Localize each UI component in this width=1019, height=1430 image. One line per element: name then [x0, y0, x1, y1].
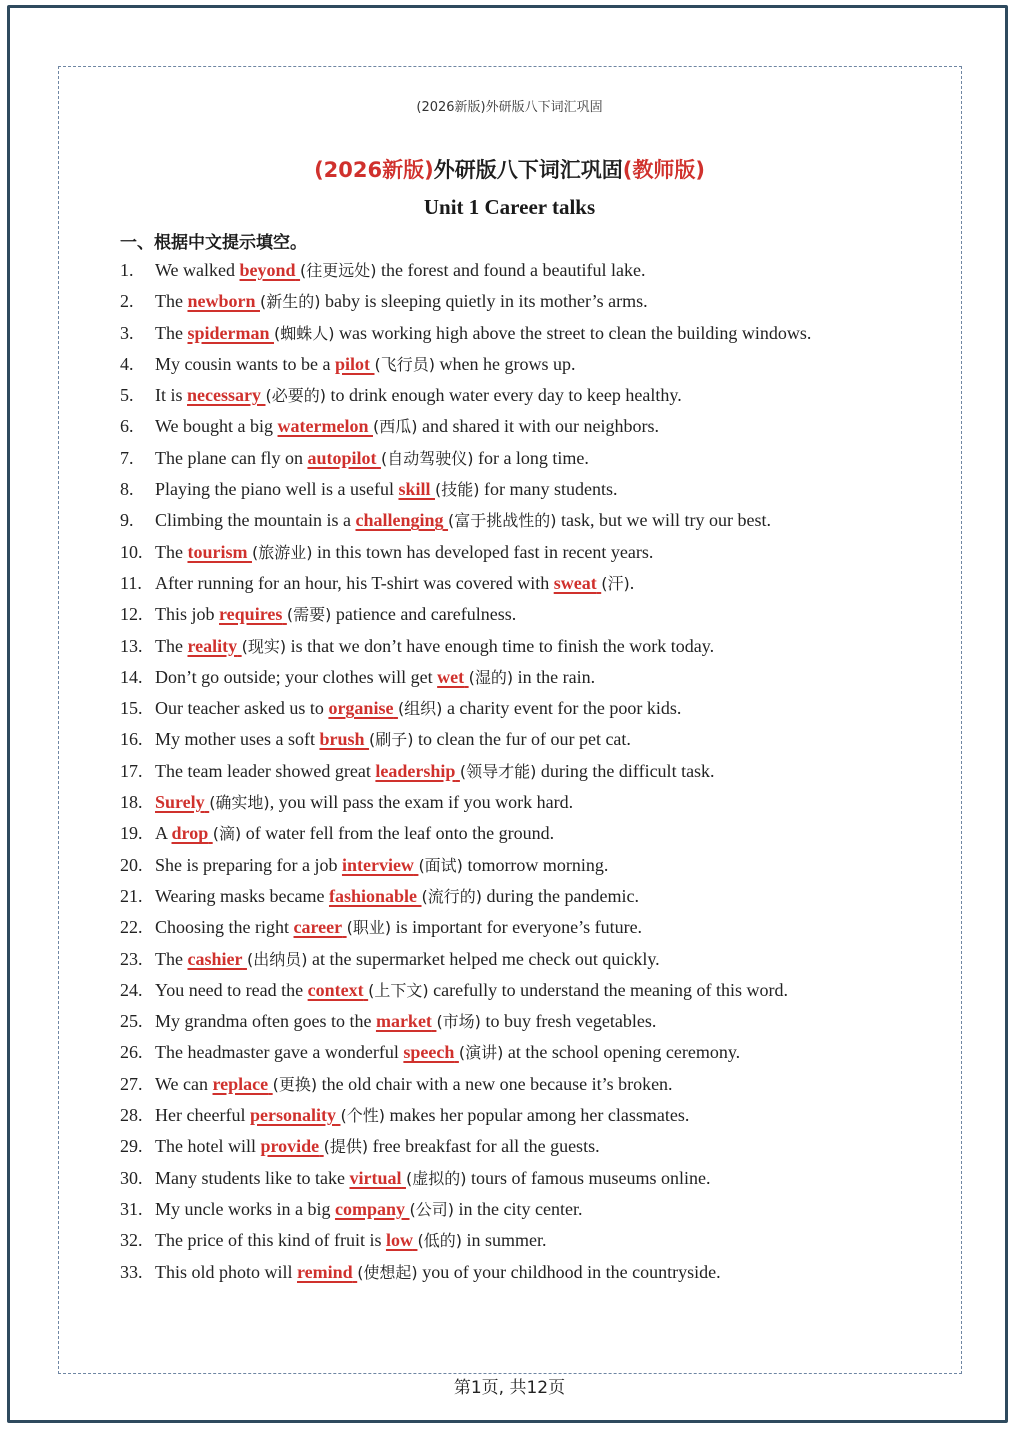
question-text-before: After running for an hour, his T-shirt was covered with: [155, 572, 554, 593]
chinese-hint: (需要): [286, 605, 332, 625]
chinese-hint: (确实地): [209, 793, 270, 813]
question-item: [120, 1133, 811, 1164]
question-item: [120, 883, 811, 914]
answer-word: autopilot: [307, 447, 377, 468]
question-text-before: The: [155, 541, 188, 562]
title-teacher-version: (教师版): [622, 158, 705, 182]
question-text-after: at the school opening ceremony.: [503, 1042, 741, 1063]
chinese-hint: (汗): [601, 573, 630, 593]
question-text-after: baby is sleeping quietly in its mother’s arms.: [320, 291, 648, 312]
question-number: 22.: [120, 917, 143, 938]
question-number: 17.: [120, 760, 143, 781]
answer-word: career: [293, 917, 343, 938]
question-item: [120, 633, 811, 664]
question-text-before: The: [155, 948, 188, 969]
question-number: 24.: [120, 979, 143, 1000]
question-text-after: the old chair with a new one because it’s broken.: [317, 1073, 673, 1094]
question-number: 33.: [120, 1261, 143, 1282]
question-item: [120, 1165, 811, 1196]
question-text-after: .: [629, 572, 635, 593]
question-number: 8.: [120, 479, 134, 500]
question-item: [120, 320, 811, 351]
question-number: 14.: [120, 666, 143, 687]
answer-word: fashionable: [328, 885, 418, 906]
question-item: [120, 852, 811, 883]
question-text-after: is that we don’t have enough time to finish the work today.: [286, 635, 715, 656]
question-text-before: Wearing masks became: [155, 885, 329, 906]
question-number: 10.: [120, 541, 143, 562]
question-text-after: you of your childhood in the countryside.: [417, 1261, 721, 1282]
question-text-after: of water fell from the leaf onto the ground.: [241, 823, 555, 844]
chinese-hint: (滴): [212, 824, 242, 844]
chinese-hint: (飞行员): [374, 354, 435, 374]
chinese-hint: (市场): [436, 1012, 481, 1032]
question-item: [120, 1259, 811, 1290]
question-text-after: is important for everyone’s future.: [391, 917, 643, 938]
question-number: 29.: [120, 1136, 143, 1157]
question-text-before: The: [155, 322, 188, 343]
question-text-after: task, but we will try our best.: [556, 510, 771, 531]
question-text-before: You need to read the: [155, 979, 308, 1000]
question-number: 12.: [120, 604, 143, 625]
question-text-after: for many students.: [479, 479, 618, 500]
question-item: [120, 351, 811, 382]
question-item: [120, 789, 811, 820]
answer-word: necessary: [187, 385, 261, 406]
question-number: 5.: [120, 385, 134, 406]
question-item: [120, 820, 811, 851]
answer-word: watermelon: [277, 416, 369, 437]
question-text-after: for a long time.: [473, 447, 589, 468]
chinese-hint: (技能): [435, 480, 480, 500]
answer-word: speech: [403, 1042, 455, 1063]
chinese-hint: (更换): [272, 1074, 318, 1094]
title-main: 外研版八下词汇巩固: [433, 158, 623, 182]
question-item: [120, 445, 811, 476]
question-number: 7.: [120, 447, 134, 468]
answer-word: provide: [260, 1136, 320, 1157]
question-number: 30.: [120, 1167, 143, 1188]
question-text-after: a charity event for the poor kids.: [442, 698, 682, 719]
chinese-hint: (刷子): [369, 730, 414, 750]
question-text-after: was working high above the street to clean the building windows.: [334, 322, 812, 343]
question-number: 6.: [120, 416, 134, 437]
question-number: 1.: [120, 260, 134, 280]
answer-word: challenging: [355, 510, 444, 531]
answer-word: newborn: [187, 291, 256, 312]
question-text-after: at the supermarket helped me check out quickly.: [307, 948, 660, 969]
question-item: [120, 539, 811, 570]
question-text-before: Her cheerful: [155, 1105, 250, 1126]
chinese-hint: (新生的): [260, 292, 321, 312]
question-item: [120, 1227, 811, 1258]
question-item: [120, 1196, 811, 1227]
question-text-before: We walked: [155, 260, 240, 280]
question-number: 19.: [120, 823, 143, 844]
chinese-hint: (使想起): [357, 1262, 418, 1282]
question-text-after: free breakfast for all the guests.: [368, 1136, 600, 1157]
chinese-hint: (上下文): [368, 980, 429, 1000]
question-item: [120, 1039, 811, 1070]
question-text-after: and shared it with our neighbors.: [417, 416, 659, 437]
answer-word: market: [375, 1011, 432, 1032]
chinese-hint: (流行的): [421, 886, 483, 906]
chinese-hint: (湿的): [468, 667, 514, 687]
question-text-after: in summer.: [461, 1230, 547, 1251]
question-text-after: in the rain.: [513, 666, 596, 687]
question-item: [120, 382, 811, 413]
question-item: [120, 758, 811, 789]
question-item: [120, 601, 811, 632]
chinese-hint: (演讲): [458, 1043, 504, 1063]
question-text-before: My uncle works in a big: [155, 1198, 335, 1219]
answer-word: context: [307, 979, 364, 1000]
question-text-after: , you will pass the exam if you work hard.: [269, 792, 574, 813]
answer-word: wet: [437, 666, 465, 687]
question-text-before: The plane can fly on: [155, 447, 308, 468]
question-number: 31.: [120, 1198, 143, 1219]
question-item: [120, 288, 811, 319]
question-text-before: The headmaster gave a wonderful: [155, 1042, 404, 1063]
question-number: 20.: [120, 854, 143, 875]
question-number: 4.: [120, 353, 134, 374]
question-item: [120, 1102, 811, 1133]
answer-word: requires: [219, 604, 283, 625]
chinese-hint: (公司): [409, 1199, 454, 1219]
page-footer: 第1页, 共12页: [453, 1378, 566, 1398]
question-item: [120, 695, 811, 726]
unit-title: Unit 1 Career talks: [423, 195, 596, 219]
chinese-hint: (旅游业): [251, 542, 313, 562]
question-number: 25.: [120, 1011, 143, 1032]
question-text-before: My cousin wants to be a: [155, 353, 335, 374]
chinese-hint: (面试): [418, 855, 463, 875]
answer-word: pilot: [334, 353, 370, 374]
question-text-after: during the difficult task.: [536, 760, 715, 781]
section-heading: 一、根据中文提示填空。: [120, 233, 307, 253]
question-item: [120, 570, 811, 601]
question-text-before: This old photo will: [155, 1261, 298, 1282]
chinese-hint: (领导才能): [459, 761, 537, 781]
question-text-before: The team leader showed great: [155, 760, 376, 781]
question-text-before: Don’t go outside; your clothes will get: [155, 666, 438, 687]
question-number: 23.: [120, 948, 143, 969]
title-edition: (2026新版): [314, 158, 434, 182]
question-number: 13.: [120, 635, 143, 656]
chinese-hint: (虚拟的): [405, 1168, 467, 1188]
chinese-hint: (富于挑战性的): [448, 511, 557, 531]
question-item: [120, 726, 811, 757]
question-text-before: A: [155, 823, 172, 844]
question-item: [120, 977, 811, 1008]
question-text-after: in this town has developed fast in recent years.: [312, 541, 654, 562]
question-number: 32.: [120, 1230, 143, 1251]
answer-word: interview: [341, 854, 414, 875]
question-text-before: It is: [155, 385, 188, 406]
question-item: [120, 507, 811, 538]
answer-word: sweat: [553, 572, 597, 593]
question-text-after: during the pandemic.: [482, 885, 639, 906]
chinese-hint: (低的): [417, 1231, 462, 1251]
answer-word: Surely: [155, 792, 205, 813]
answer-word: replace: [212, 1073, 269, 1094]
question-text-before: The: [155, 291, 188, 312]
answer-word: drop: [171, 823, 209, 844]
question-number: 9.: [120, 510, 134, 531]
answer-word: cashier: [187, 948, 243, 969]
chinese-hint: (组织): [397, 699, 443, 719]
question-number: 3.: [120, 322, 134, 343]
question-item: [120, 476, 811, 507]
question-text-after: tomorrow morning.: [462, 854, 609, 875]
question-text-before: Choosing the right: [155, 917, 294, 938]
question-number: 2.: [120, 291, 134, 312]
answer-word: brush: [319, 729, 365, 750]
document-title: [0, 154, 1019, 184]
question-text-after: tours of famous museums online.: [466, 1167, 711, 1188]
running-header: (2026新版)外研版八下词汇巩固: [416, 100, 603, 115]
question-text-after: to buy fresh vegetables.: [480, 1011, 657, 1032]
chinese-hint: (必要的): [265, 386, 326, 406]
question-text-after: when he grows up.: [435, 353, 576, 374]
question-text-before: The hotel will: [155, 1136, 261, 1157]
question-item: [120, 946, 811, 977]
question-text-after: to drink enough water every day to keep healthy.: [326, 385, 682, 406]
answer-word: personality: [249, 1105, 336, 1126]
question-text-before: Our teacher asked us to: [155, 698, 329, 719]
question-number: 26.: [120, 1042, 143, 1063]
question-number: 15.: [120, 698, 143, 719]
question-text-after: carefully to understand the meaning of this word.: [428, 979, 789, 1000]
question-item: [120, 257, 811, 288]
question-number: 16.: [120, 729, 143, 750]
question-item: [120, 1008, 811, 1039]
question-list: [120, 257, 811, 1290]
question-text-before: My mother uses a soft: [155, 729, 320, 750]
answer-word: reality: [187, 635, 238, 656]
answer-word: beyond: [239, 260, 296, 280]
question-item: [120, 413, 811, 444]
question-text-after: the forest and found a beautiful lake.: [376, 260, 646, 280]
question-text-before: We bought a big: [155, 416, 278, 437]
question-text-before: We can: [155, 1073, 213, 1094]
question-text-after: to clean the fur of our pet cat.: [413, 729, 631, 750]
answer-word: organise: [328, 698, 394, 719]
question-text-before: She is preparing for a job: [155, 854, 342, 875]
question-text-before: Climbing the mountain is a: [155, 510, 356, 531]
question-item: [120, 1071, 811, 1102]
question-text-before: My grandma often goes to the: [155, 1011, 376, 1032]
answer-word: company: [334, 1198, 405, 1219]
answer-word: remind: [297, 1261, 353, 1282]
question-item: [120, 664, 811, 695]
answer-word: leadership: [375, 760, 456, 781]
answer-word: spiderman: [187, 322, 270, 343]
chinese-hint: (往更远处): [300, 261, 377, 280]
chinese-hint: (自动驾驶仪): [380, 448, 474, 468]
question-number: 27.: [120, 1073, 143, 1094]
answer-word: skill: [398, 479, 431, 500]
question-text-before: The price of this kind of fruit is: [155, 1230, 386, 1251]
question-text-before: Playing the piano well is a useful: [155, 479, 399, 500]
question-item: [120, 914, 811, 945]
question-number: 18.: [120, 792, 143, 813]
chinese-hint: (个性): [340, 1106, 385, 1126]
chinese-hint: (现实): [241, 636, 287, 656]
chinese-hint: (出纳员): [246, 949, 308, 969]
answer-word: tourism: [187, 541, 248, 562]
question-text-after: patience and carefulness.: [331, 604, 517, 625]
question-text-before: This job: [155, 604, 220, 625]
question-text-after: in the city center.: [454, 1198, 583, 1219]
question-number: 28.: [120, 1105, 143, 1126]
chinese-hint: (蜘蛛人): [274, 323, 335, 343]
answer-word: virtual: [349, 1167, 402, 1188]
question-text-after: makes her popular among her classmates.: [384, 1105, 690, 1126]
question-number: 21.: [120, 885, 143, 906]
question-text-before: Many students like to take: [155, 1167, 350, 1188]
answer-word: low: [385, 1230, 413, 1251]
chinese-hint: (西瓜): [373, 417, 418, 437]
chinese-hint: (职业): [346, 918, 392, 938]
question-number: 11.: [120, 572, 142, 593]
question-text-before: The: [155, 635, 188, 656]
chinese-hint: (提供): [323, 1137, 369, 1157]
